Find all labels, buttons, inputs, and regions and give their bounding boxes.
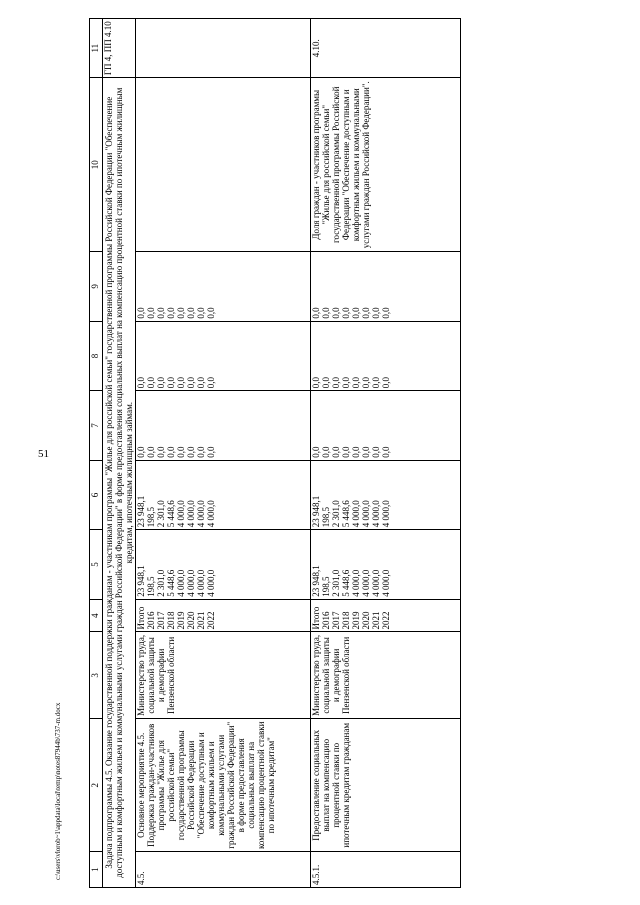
indicator bbox=[136, 78, 311, 252]
funding-col9: 0,0 0,0 0,0 0,0 0,0 0,0 0,0 0,0 bbox=[136, 252, 311, 322]
table-row bbox=[311, 19, 461, 888]
column-header: 6 bbox=[90, 460, 103, 530]
column-header: 7 bbox=[90, 391, 103, 461]
indicator-ref: 4.10. bbox=[311, 19, 461, 78]
funding-col8: 0,0 0,0 0,0 0,0 0,0 0,0 0,0 0,0 bbox=[136, 321, 311, 391]
funding-regional: 23 948,1 198,5 2 301,0 5 448,6 4 000,0 4 000,0 4 000,0 4 000,0 bbox=[136, 460, 311, 530]
task-title: Задача подпрограммы 4.5. Оказание государственной поддержки гражданам - участникам программы "Жилье для российской семьи" государственной программы Российской Федерации "Обеспечение доступным и комфортным жильем и коммунальными услугами граждан Российской Федерации" в форме предоставления социальных выплат на компенсацию процентной ставки по ипотечным жилищным кредитам, ипотечным жилищным займам. bbox=[103, 78, 136, 888]
column-number-row bbox=[90, 19, 103, 888]
page-number: 51 bbox=[38, 448, 49, 460]
funding-col9: 0,0 0,0 0,0 0,0 0,0 0,0 0,0 0,0 bbox=[311, 252, 461, 322]
years-list: Итого 2016 2017 2018 2019 2020 2021 2022 bbox=[136, 599, 311, 632]
executor: Министерство труда, социальной защиты и демографии Пензенской области bbox=[136, 632, 311, 719]
row-number: 4.5. bbox=[136, 852, 311, 888]
indicator: Доля граждан - участников программы "Жилье для российской семьи" государственной программы Российской Федерации "Обеспечение доступным и комфортным жильем и коммунальными услугами граждан Российской Федерации". bbox=[311, 78, 461, 252]
table-row bbox=[136, 19, 311, 888]
program-table bbox=[89, 18, 461, 888]
column-header: 9 bbox=[90, 252, 103, 322]
column-header: 10 bbox=[90, 78, 103, 252]
executor: Министерство труда, социальной защиты и демографии Пензенской области bbox=[311, 632, 461, 719]
column-header: 1 bbox=[90, 852, 103, 888]
funding-total: 23 948,1 198,5 2 301,0 5 448,6 4 000,0 4 000,0 4 000,0 4 000,0 bbox=[136, 530, 311, 600]
years-list: Итого 2016 2017 2018 2019 2020 2021 2022 bbox=[311, 599, 461, 632]
funding-col7: 0,0 0,0 0,0 0,0 0,0 0,0 0,0 0,0 bbox=[136, 391, 311, 461]
funding-regional: 23 948,1 198,5 2 301,0 5 448,6 4 000,0 4 000,0 4 000,0 4 000,0 bbox=[311, 460, 461, 530]
funding-col7: 0,0 0,0 0,0 0,0 0,0 0,0 0,0 0,0 bbox=[311, 391, 461, 461]
column-header: 2 bbox=[90, 719, 103, 852]
column-header: 8 bbox=[90, 321, 103, 391]
footer-file-path: c:\users\vlorob~1\appdata\local\temp\notes87944b\737-m.docx bbox=[54, 702, 62, 880]
rotated-table-container bbox=[89, 18, 609, 888]
column-header: 5 bbox=[90, 530, 103, 600]
column-header: 4 bbox=[90, 599, 103, 632]
measure-name: Основное мероприятие 4.5. Поддержка граждан-участников программы "Жилье для российской семьи" государственной программы Российской Федерации "Обеспечение доступным и комфортным жильем и коммунальными услугами граждан Российской Федерации" в форме предоставления социальных выплат на компенсацию процентной ставки по ипотечным кредитам" bbox=[136, 719, 311, 852]
funding-col8: 0,0 0,0 0,0 0,0 0,0 0,0 0,0 0,0 bbox=[311, 321, 461, 391]
task-ref: ГП 4, ПП 4.10 bbox=[103, 19, 136, 78]
row-number: 4.5.1. bbox=[311, 852, 461, 888]
measure-name: Предоставление социальных выплат на компенсацию процентной ставки по ипотечным кредитам гражданам bbox=[311, 719, 461, 852]
task-row bbox=[103, 19, 136, 888]
column-header: 3 bbox=[90, 632, 103, 719]
column-header: 11 bbox=[90, 19, 103, 78]
indicator-ref bbox=[136, 19, 311, 78]
funding-total: 23 948,1 198,5 2 301,0 5 448,6 4 000,0 4 000,0 4 000,0 4 000,0 bbox=[311, 530, 461, 600]
